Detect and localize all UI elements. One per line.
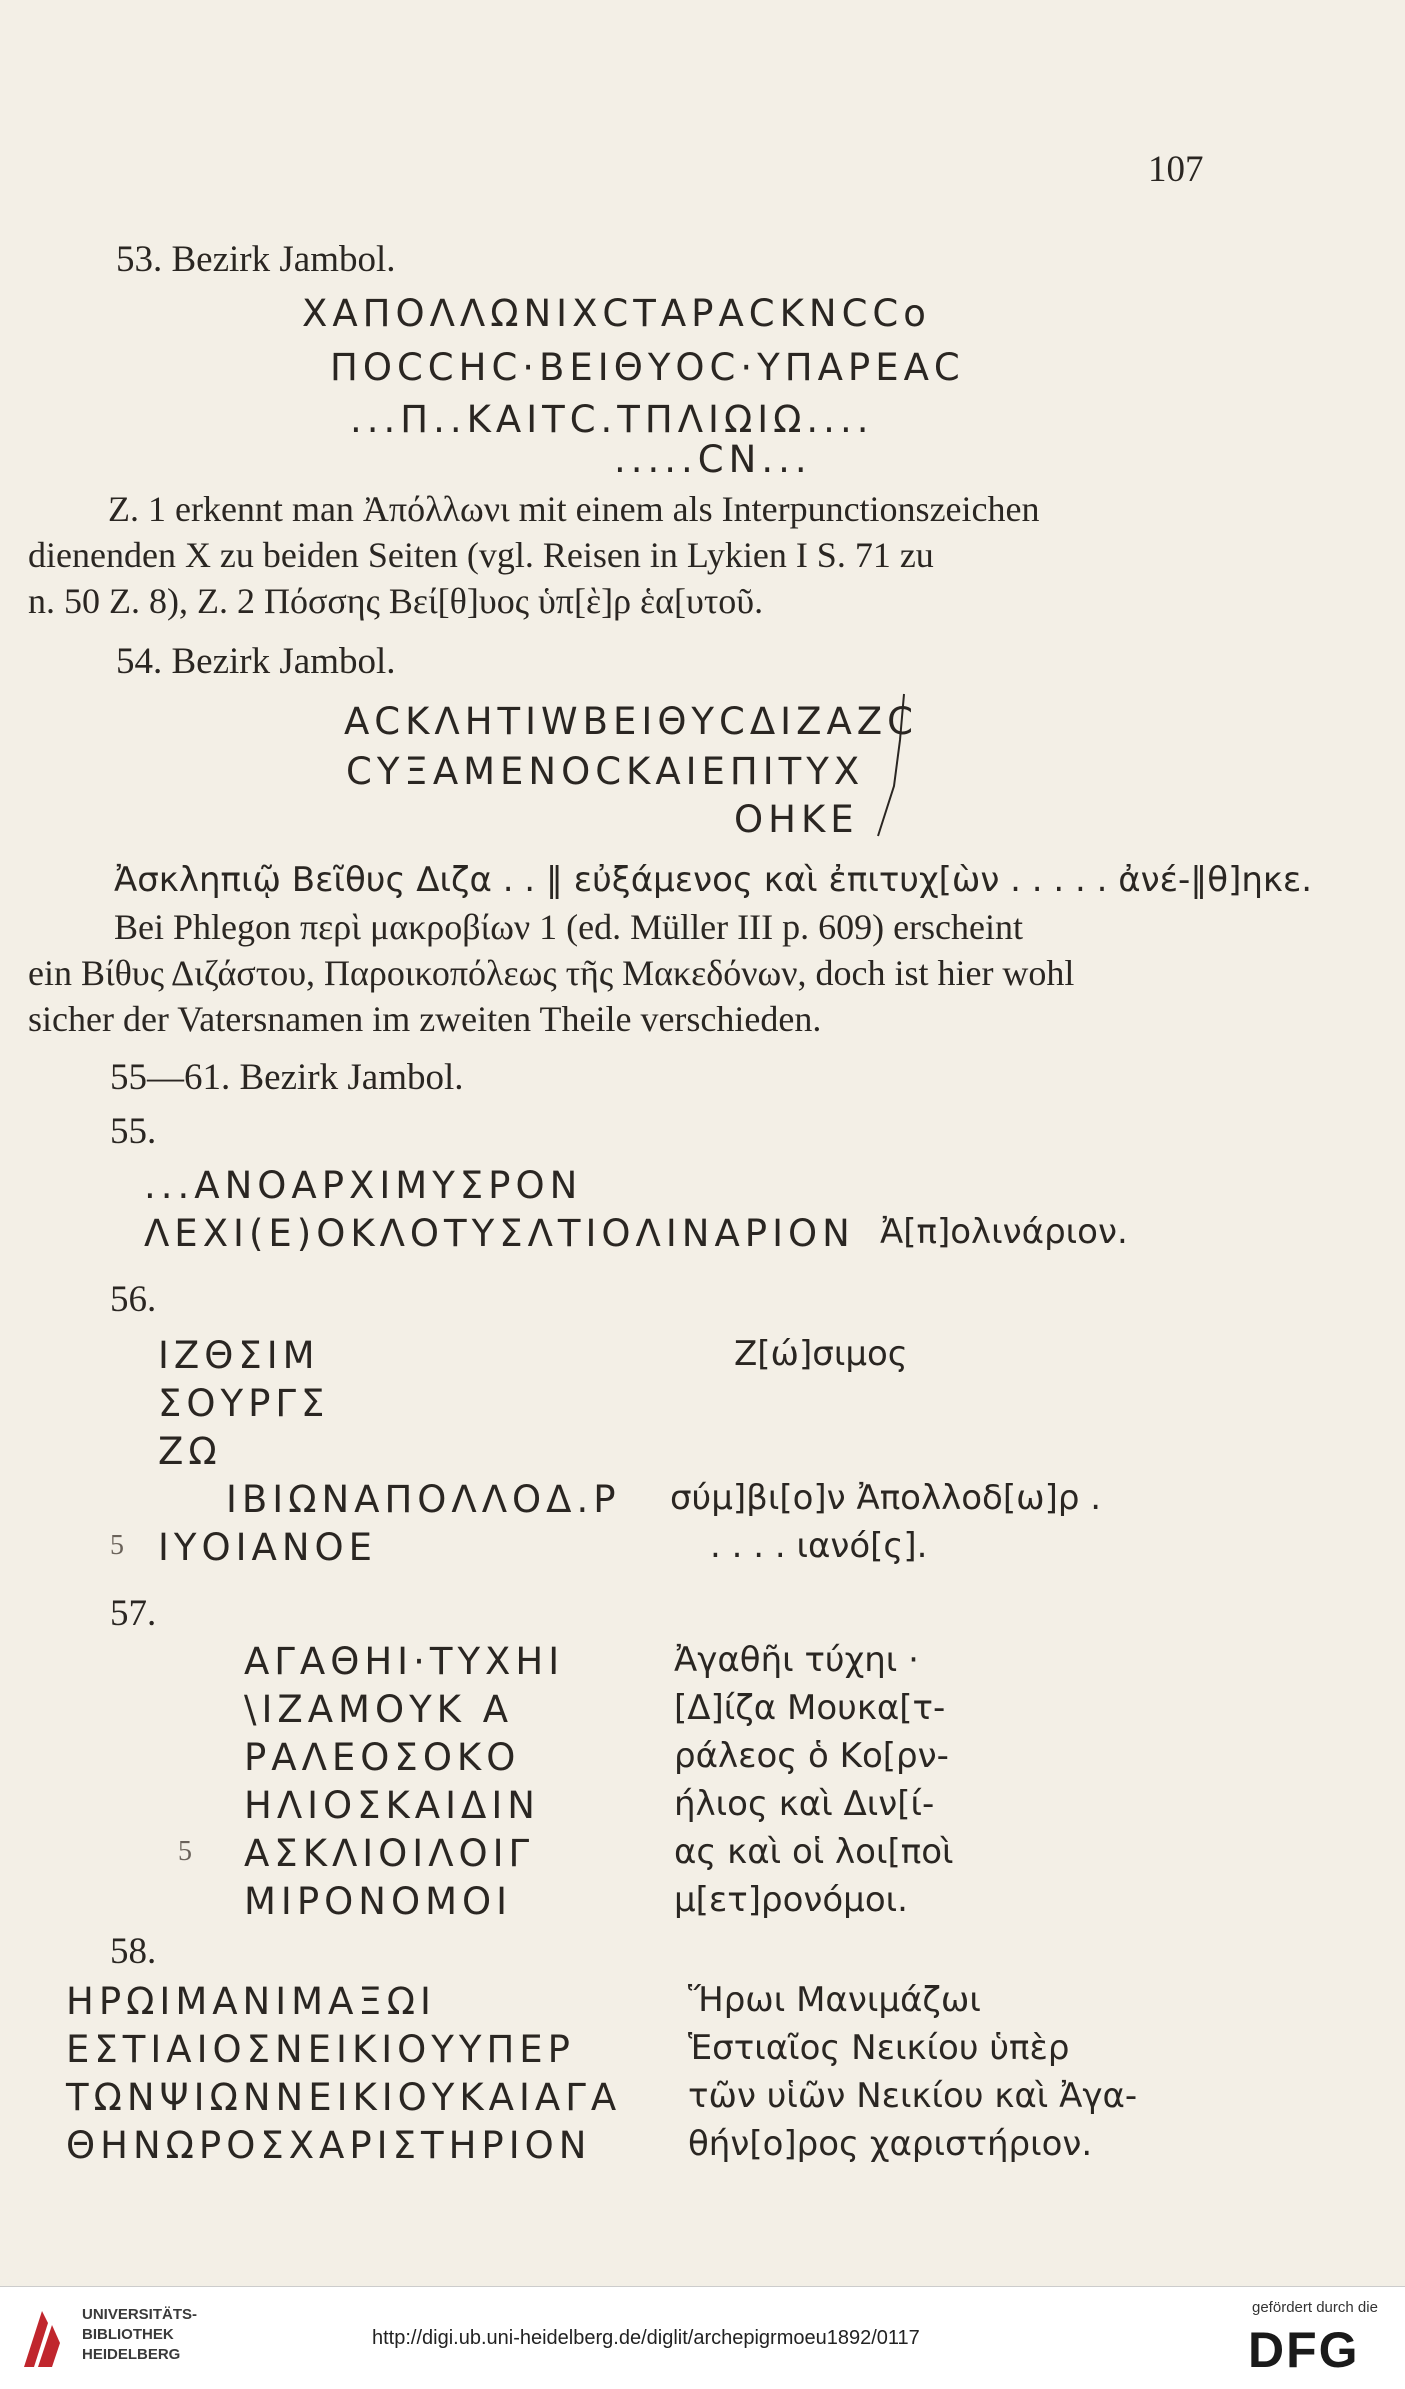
inscription-line: ΙΒΙΩΝΑΠΟΛΛΟΔ.Ρ	[226, 1478, 621, 1521]
inscription-line: ΙΖΘΣΙΜ	[158, 1334, 320, 1377]
inscription-line: ...Π..ΚΑΙΤC.ΤΠΛΙΩΙΩ....	[350, 398, 874, 441]
inscription-line: \ΙΖΑΜΟΥΚ Α	[244, 1688, 514, 1731]
library-name-line: UNIVERSITÄTS-	[82, 2306, 198, 2323]
reading-line: Ἥρωι Μανιμάζωι	[688, 1980, 981, 2020]
inscription-line: ΖΩ	[158, 1430, 222, 1473]
section-number-58: 58.	[110, 1931, 157, 1972]
section-heading-53: 53. Bezirk Jambol.	[116, 239, 396, 280]
reading-line: μ[ετ]ρονόμοι.	[674, 1880, 908, 1920]
library-name-line: BIBLIOTHEK	[82, 2326, 174, 2343]
commentary-line: ein Βίθυς Διζάστου, Παροικοπόλεως τῆς Μακεδόνων, doch ist hier wohl	[28, 953, 1075, 993]
section-number-57: 57.	[110, 1593, 157, 1634]
inscription-line: ΠΟCCΗC·ΒΕΙΘΥΟC·ΥΠΑΡΕΑC	[330, 346, 965, 389]
inscription-line: .....CN...	[614, 438, 812, 481]
page-number: 107	[1148, 149, 1204, 190]
line-number: 5	[110, 1530, 124, 1561]
section-heading-55-61: 55—61. Bezirk Jambol.	[110, 1057, 464, 1098]
reading-line: σύμ]βι[ο]ν Ἀπολλοδ[ω]ρ .	[670, 1478, 1102, 1518]
reading-line: Ἀσκληπιῷ Βεῖθυς Διζα . . ‖ εὐξάμενος καὶ ἐπιτυχ[ὼν . . . . . ἀνέ-‖θ]ηκε.	[114, 860, 1313, 900]
inscription-line: ΑCΚΛΗΤΙWΒΕΙΘΥCΔΙΖΑΖC	[344, 700, 918, 743]
inscription-line: ΤΩΝΨΙΩΝΝΕΙΚΙΟΥΚΑΙΑΓΑ	[66, 2076, 622, 2119]
library-name-line: HEIDELBERG	[82, 2346, 181, 2363]
commentary-line: dienenden X zu beiden Seiten (vgl. Reisen in Lykien I S. 71 zu	[28, 535, 934, 575]
inscription-line: ΧΑΠΟΛΛΩΝΙΧCΤΑΡΑCΚΝCCo	[302, 292, 931, 335]
reading-line: [Δ]ίζα Μουκα[τ-	[674, 1688, 946, 1728]
commentary-line: Bei Phlegon περὶ μακροβίων 1 (ed. Müller III p. 609) erscheint	[114, 907, 1024, 947]
reading-line: ράλεος ὁ Κο[ρν-	[674, 1736, 949, 1776]
reading-line: Ζ[ώ]σιμος	[734, 1334, 908, 1374]
inscription-line: ΣΟΥΡΓΣ	[158, 1382, 330, 1425]
break-line-icon	[870, 690, 910, 840]
inscription-line: ΑΣΚΛΙΟΙΛΟΙΓ	[244, 1832, 535, 1875]
reading-line: Ἑστιαῖος Νεικίου ὑπὲρ	[688, 2028, 1070, 2068]
source-url-link[interactable]: http://digi.ub.uni-heidelberg.de/diglit/archepigrmoeu1892/0117	[372, 2327, 920, 2349]
footer-bar	[0, 2286, 1405, 2389]
reading-line: ήλιος καὶ Διν[ί-	[674, 1784, 935, 1824]
inscription-line: ΗΛΙΟΣΚΑΙΔΙΝ	[244, 1784, 540, 1827]
inscription-line: ΘΗΝΩΡΟΣΧΑΡΙΣΤΗΡΙΟΝ	[66, 2124, 592, 2167]
inscription-line: ΑΓΑΘΗΙ·ΤΥΧΗΙ	[244, 1640, 565, 1683]
library-logo-icon	[14, 2303, 70, 2373]
reading-line: θήν[ο]ρος χαριστήριον.	[688, 2124, 1093, 2164]
reading-line: . . . . ιανό[ς].	[710, 1526, 928, 1566]
line-number: 5	[178, 1836, 192, 1867]
inscription-line: CΥΞΑΜΕΝΟCΚΑΙΕΠΙΤΥΧ	[346, 750, 865, 793]
reading-line: τῶν υἱῶν Νεικίου καὶ Ἀγα-	[688, 2076, 1138, 2116]
commentary-line: sicher der Vatersnamen im zweiten Theile verschieden.	[28, 999, 822, 1039]
reading-line: Ἀγαθῆι τύχηι ·	[674, 1640, 919, 1680]
inscription-line: ΗΡΩΙΜΑΝΙΜΑΞΩΙ	[66, 1980, 436, 2023]
inscription-line: ΛΕΧΙ(Ε)ΟΚΛΟΤΥΣΛΤΙΟΛΙΝΑΡΙΟΝ	[144, 1212, 855, 1255]
inscription-line: ΜΙΡΟΝΟΜΟΙ	[244, 1880, 513, 1923]
section-heading-54: 54. Bezirk Jambol.	[116, 641, 396, 682]
inscription-line: ΟΗΚΕ	[734, 798, 859, 841]
section-number-56: 56.	[110, 1279, 157, 1320]
section-number-55: 55.	[110, 1111, 157, 1152]
inscription-line: ΕΣΤΙΑΙΟΣΝΕΙΚΙΟΥΥΠΕΡ	[66, 2028, 575, 2071]
inscription-line: ...ΑΝΟΑΡΧΙΜΥΣΡΟΝ	[144, 1164, 583, 1207]
inscription-line: ΙΥΟΙΑΝΟΕ	[158, 1526, 378, 1569]
commentary-line: Z. 1 erkennt man Ἀπόλλωνι mit einem als Interpunctionszeichen	[108, 489, 1040, 529]
commentary-line: n. 50 Z. 8), Z. 2 Πόσσης Βεί[θ]υος ὑπ[ὲ]ρ ἑα[υτοῦ.	[28, 581, 764, 621]
reading-line: Ἀ[π]ολινάριον.	[880, 1212, 1128, 1252]
inscription-line: ΡΑΛΕΟΣΟΚΟ	[244, 1736, 521, 1779]
funding-note: gefördert durch die	[1252, 2299, 1378, 2316]
dfg-logo: DFG	[1248, 2322, 1360, 2378]
reading-line: ας καὶ οἱ λοι[ποὶ	[674, 1832, 954, 1872]
